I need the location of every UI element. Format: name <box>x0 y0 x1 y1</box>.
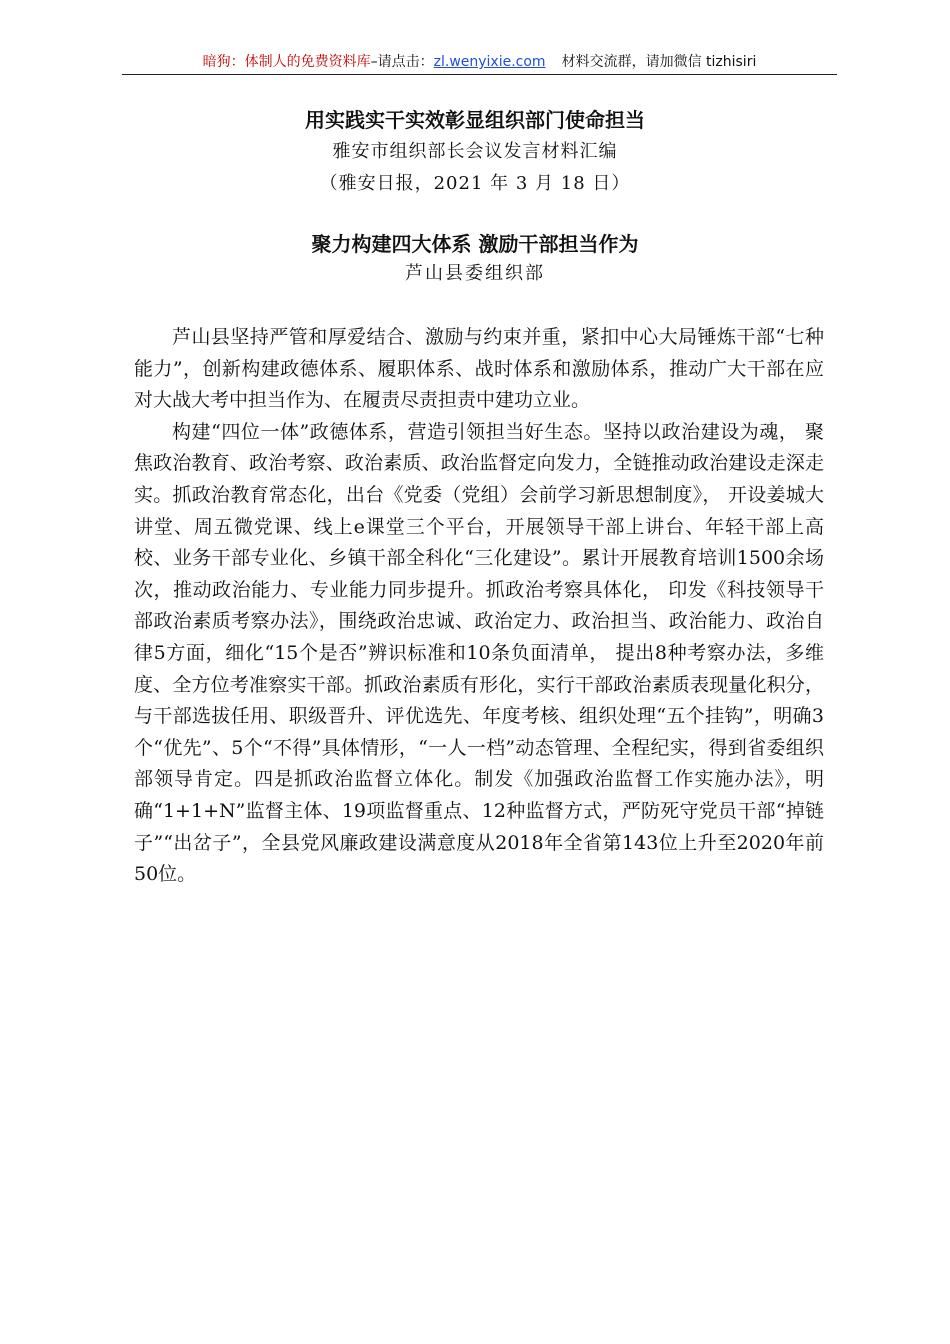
header-link[interactable]: zl.wenyixie.com <box>433 54 546 70</box>
header-click-prompt: –请点击： <box>370 54 434 70</box>
section-title: 聚力构建四大体系 激励干部担当作为 <box>311 232 639 256</box>
document-title: 用实践实干实效彰显组织部门使命担当 <box>305 108 645 132</box>
document-subtitle: 雅安市组织部长会议发言材料汇编 <box>332 141 618 162</box>
page-header <box>122 50 837 74</box>
header-wechat: 材料交流群，请加微信 tizhisiri <box>561 54 757 70</box>
paragraph: 芦山县坚持严管和厚爱结合、激励与约束并重，紧扣中心大局锤炼干部“七种能力”，创新构建政德体系、履职体系、战时体系和激励体系，推动广大干部在应对大战大考中担当作为、在履责尽责担责中建功立业。 <box>134 326 824 412</box>
paragraph: 构建“四位一体”政德体系，营造引领担当好生态。坚持以政治建设为魂， 聚焦政治教育、政治考察、政治素质、政治监督定向发力，全链推动政治建设走深走实。抓政治教育常态化，出台《党委（党组）会前学习新思想制度》， 开设姜城大讲堂、周五微党课、线上e课堂三个平台，开展领导干部上讲台、年轻干部上高校、业务干部专业化、乡镇干部全科化“三化建设”。累计开展教育培训1500余场次，推动政治能力、专业能力同步提升。抓政治考察具体化， 印发《科技领导干部政治素质考察办法》，围绕政治忠诚、政治定力、政治担当、政治能力、政治自律5方面，细化“15个是否”辨识标准和10条负面清单， 提出8种考察办法，多维度、全方位考准察实干部。抓政治素质有形化，实行干部政治素质表现量化积分，与干部选拔任用、职级晋升、评优选先、年度考核、组织处理“五个挂钩”，明确3个“优先”、5个“不得”具体情形，“一人一档”动态管理、全程纪实，得到省委组织部领导肯定。四是抓政治监督立体化。制发《加强政治监督工作实施办法》，明确“1+1+N”监督主体、19项监督重点、12种监督方式，严防死守党员干部“掉链子”“出岔子”，全县党风廉政建设满意度从2018年全省第143位上升至2020年前50位。 <box>134 420 824 886</box>
section-author: 芦山县委组织部 <box>405 263 545 284</box>
document-source: （雅安日报，2021 年 3 月 18 日） <box>319 173 631 194</box>
header-promo: 暗狗：体制人的免费资料库 <box>202 54 371 70</box>
article-body <box>134 322 824 891</box>
header-divider <box>122 74 837 75</box>
